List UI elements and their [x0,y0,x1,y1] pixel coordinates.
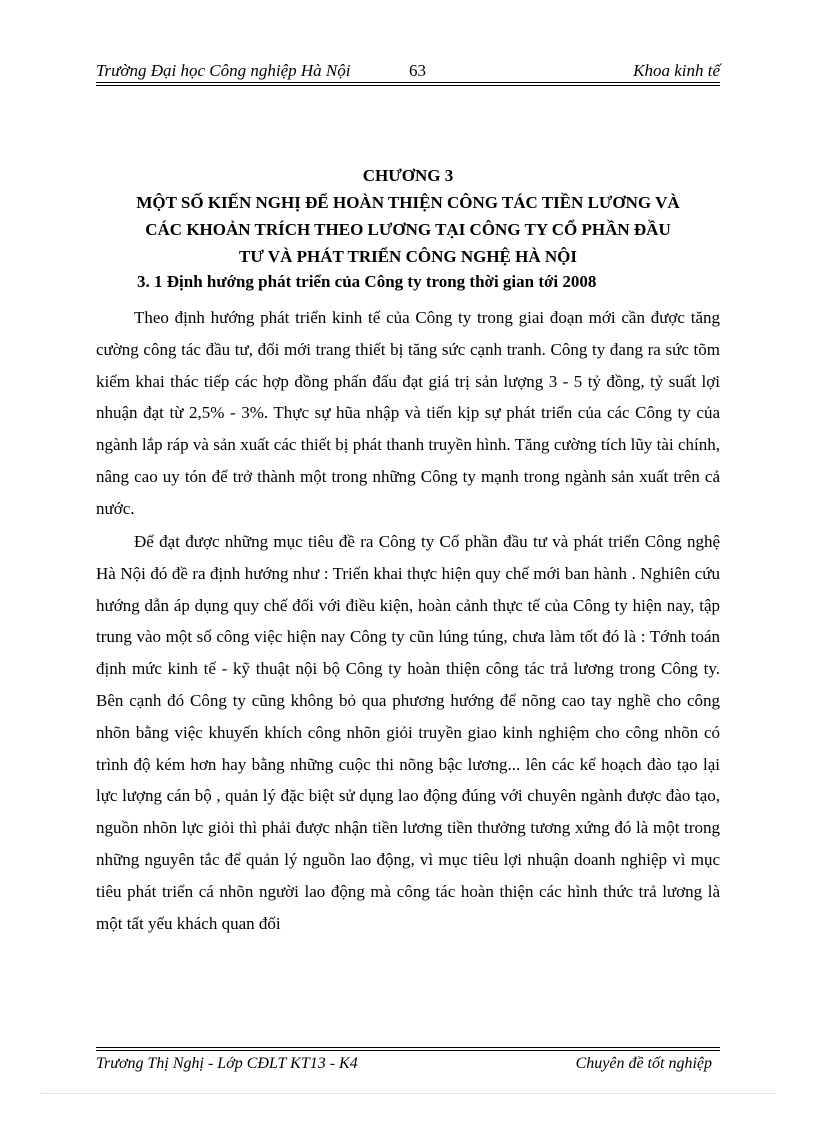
header-rule-thin [96,85,720,86]
footer-document-type: Chuyên đề tốt nghiệp [575,1055,712,1072]
page-footer [96,1055,720,1079]
section-heading: 3. 1 Định hướng phát triển của Công ty trong thời gian tới 2008 [137,272,597,291]
footer-rule [96,1047,720,1048]
footer-rule-thin [96,1050,720,1051]
chapter-number: CHƯƠNG 3 [362,166,454,185]
chapter-title-line: TƯ VÀ PHÁT TRIỂN CÔNG NGHỆ HÀ NỘI [239,247,577,266]
header-page-number: 63 [409,61,426,80]
header-rule [96,82,720,83]
chapter-title-block [96,162,720,270]
body-paragraph: Để đạt được những mục tiêu đề ra Công ty Cổ phần đầu tư và phát triển Công nghệ Hà Nội đó đề ra định hướng như : Triển khai thực hiện quy chế mới ban hành . Nghiên cứu hướng dẫn áp dụng quy chế đối với điều kiện, hoàn cảnh thực tế của Công ty hiện nay, tập trung vào một số công việc hiện nay Công ty cũn lúng túng, chưa làm tốt đó là : Tớnh toán định mức kinh tế - kỹ thuật nội bộ Công ty hoàn thiện công tác trả lương trong Công ty. Bên cạnh đó Công ty cũng không bỏ qua phương hướng để nõng cao tay nghề cho công nhõn bằng việc khuyến khích công nhõn giỏi truyền giao kinh nghiệm cho công nhõn có trình độ kém hơn hay bằng những cuộc thi nõng bậc lương... lên các kế hoạch đào tạo lại lực lượng cán bộ , quản lý đặc biệt sử dụng lao động đúng với chuyên ngành được đào tạo, nguồn nhõn lực giỏi thì phải được nhận tiền lương tiền thưởng tương xứng đó là một trong những nguyên tắc để quản lý nguồn lao động, vì mục tiêu lợi nhuận doanh nghiệp vì mục tiêu phát triển cá nhõn người lao động mà công tác hoàn thiện các hình thức trả lương là một tất yếu khách quan đối [96,532,720,933]
header-department: Khoa kinh tế [633,61,720,80]
page-header [96,58,720,84]
chapter-title-line: MỘT SỐ KIẾN NGHỊ ĐỂ HOÀN THIỆN CÔNG TÁC TIỀN LƯƠNG VÀ [136,193,680,212]
body-paragraph: Theo định hướng phát triển kinh tế của Công ty trong giai đoạn mới cần được tăng cường công tác đầu tư, đổi mới trang thiết bị tăng sức cạnh tranh. Công ty đang ra sức tõm kiếm khai thác tiếp các hợp đồng phấn đấu đạt giá trị sản lượng 3 - 5 tỷ đồng, tỷ suất lợi nhuận đạt từ 2,5% - 3%. Thực sự hũa nhập và tiến kịp sự phát triển của các Công ty của ngành lắp ráp và sản xuất các thiết bị phát thanh truyền hình. Tăng cường tích lũy tài chính, nâng cao uy tón để trở thành một trong những Công ty mạnh trong ngành sản xuất trên cả nước. [96,308,720,518]
header-school-name: Trường Đại học Công nghiệp Hà Nội [96,61,351,80]
chapter-title-line: CÁC KHOẢN TRÍCH THEO LƯƠNG TẠI CÔNG TY CỔ PHẦN ĐẦU [145,220,671,239]
page-bottom-divider [40,1093,776,1094]
footer-author: Trương Thị Nghị - Lớp CĐLT KT13 - K4 [96,1055,358,1072]
